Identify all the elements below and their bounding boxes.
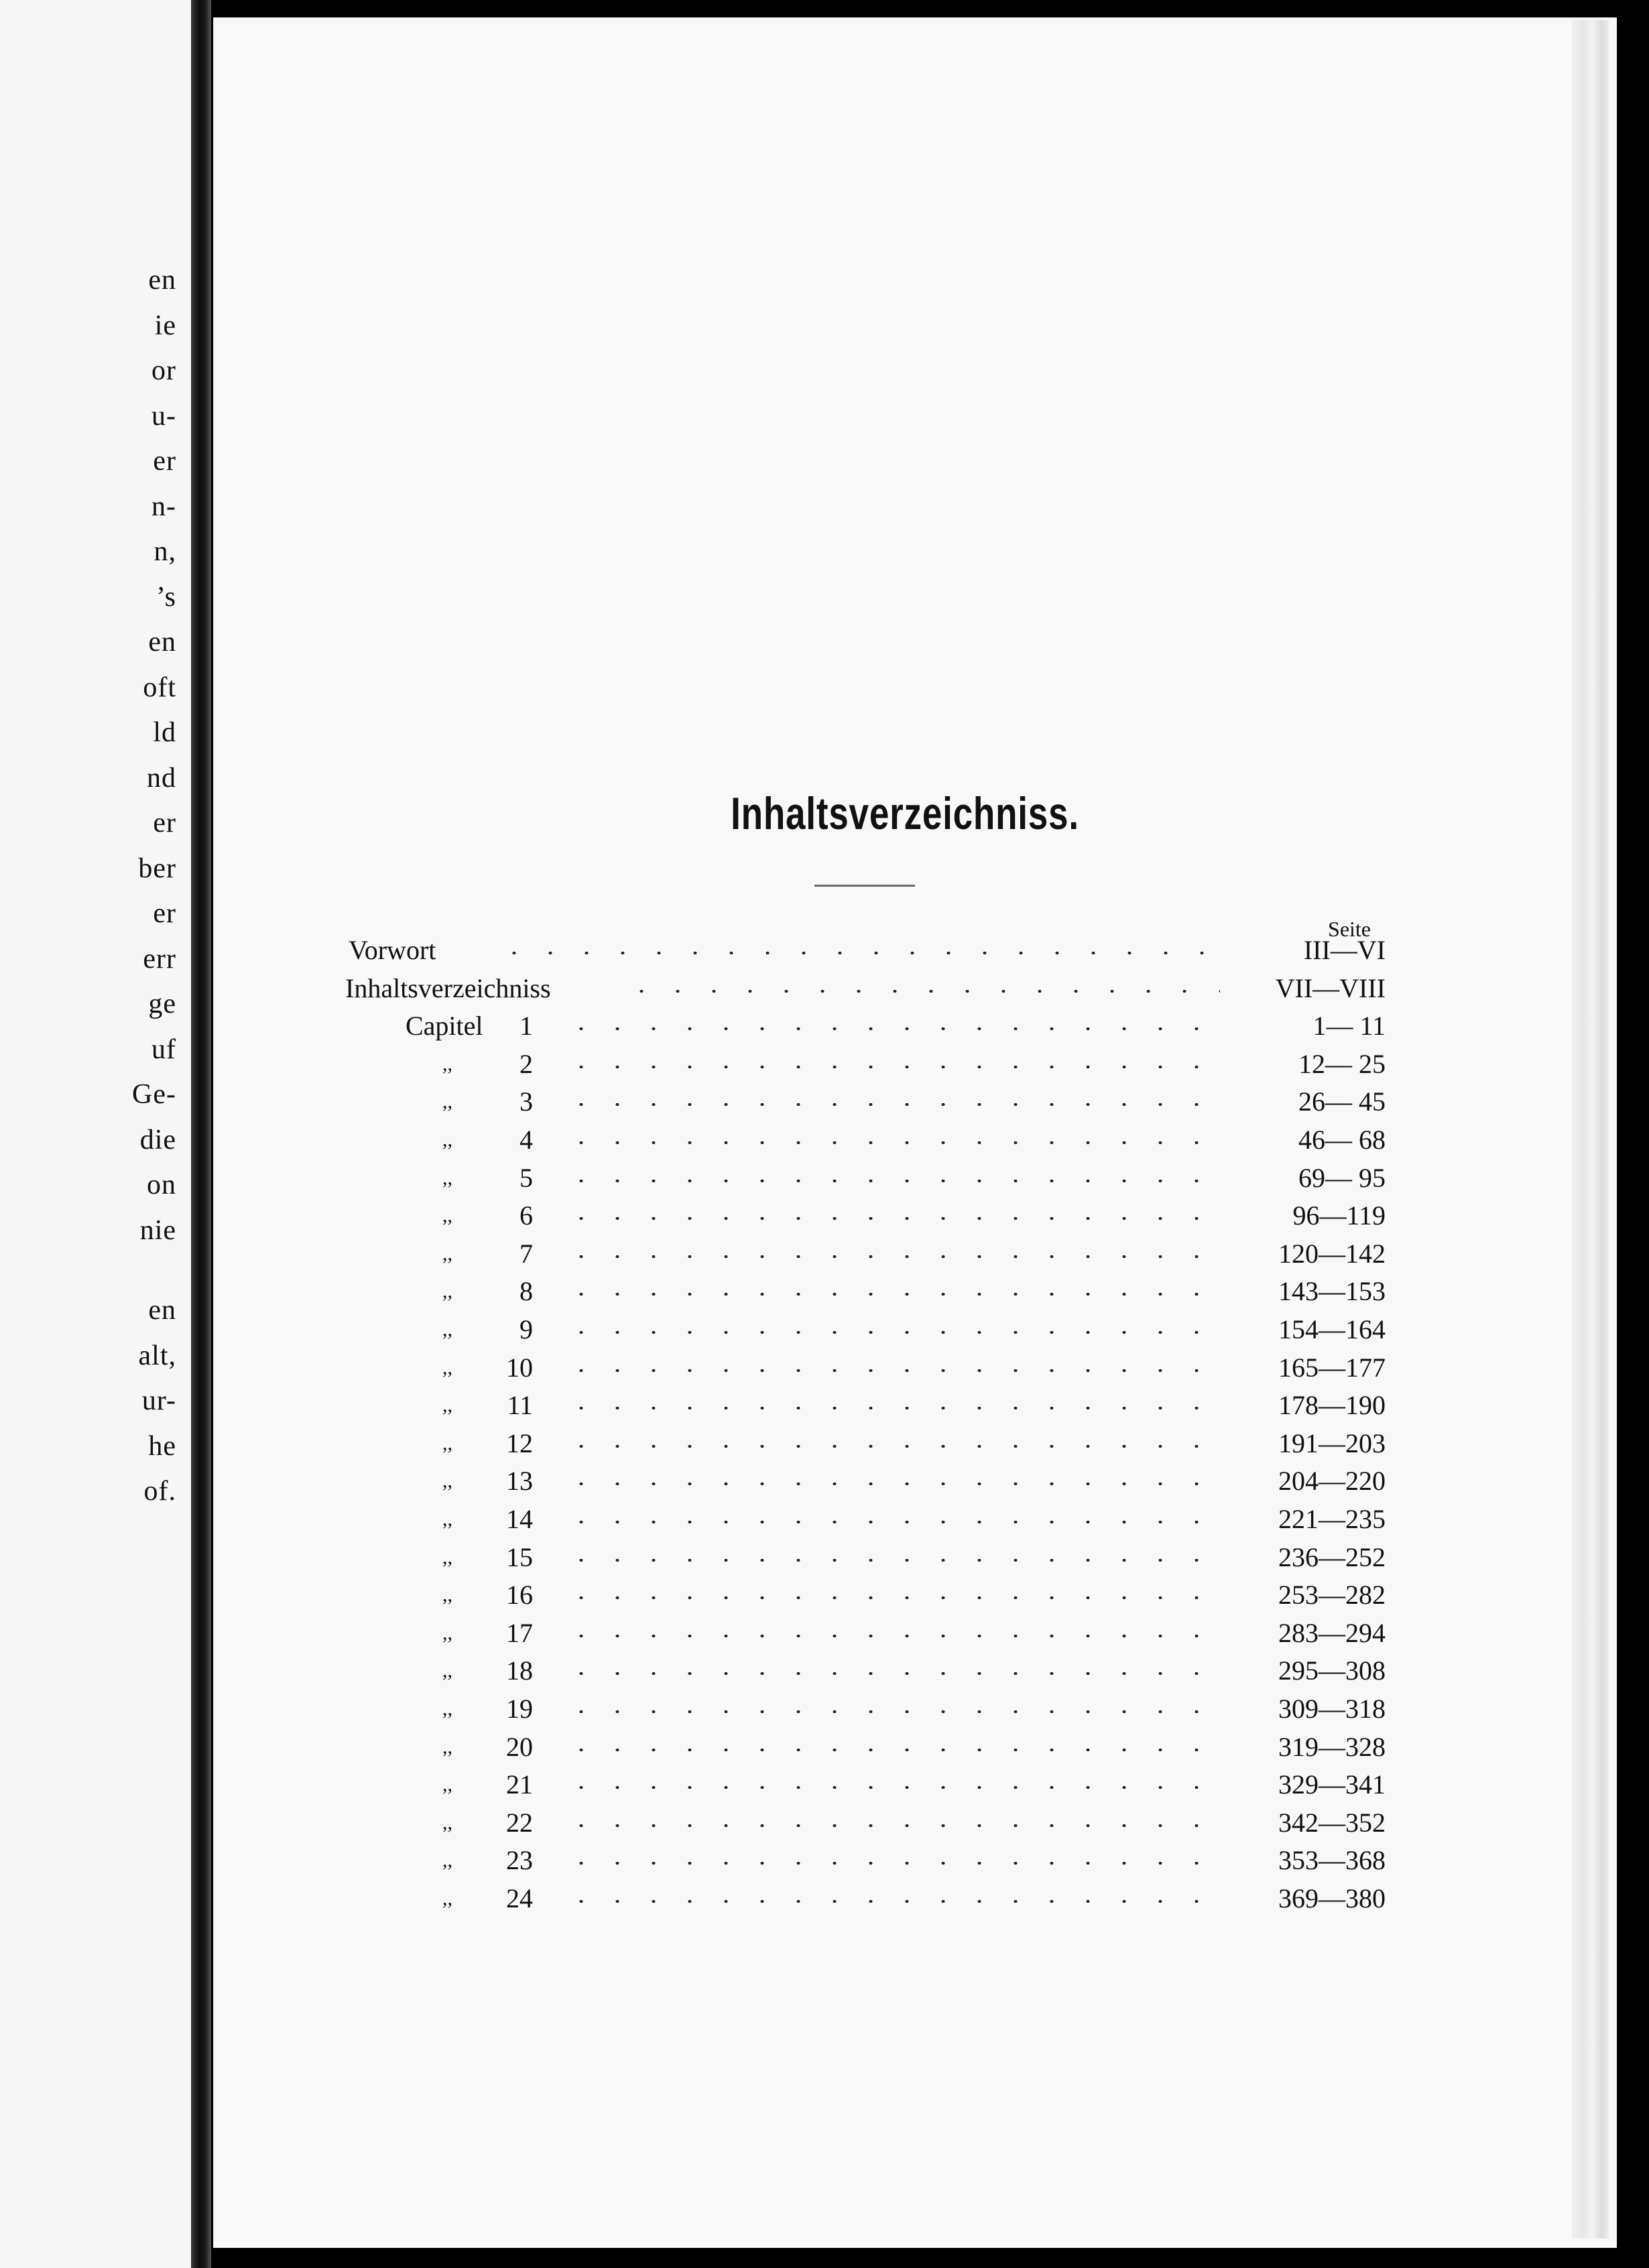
chapter-number: 20 <box>506 1731 533 1762</box>
toc-page-range: 329—341 <box>1278 1769 1386 1800</box>
facing-page-line: or <box>151 355 176 386</box>
facing-page-line: ge <box>148 989 176 1019</box>
dot-leader <box>623 990 1220 993</box>
ditto-mark: ,, <box>442 1280 452 1303</box>
chapter-number: 3 <box>520 1086 533 1117</box>
toc-page-range: VII—VIII <box>1275 972 1386 1003</box>
ditto-mark: ,, <box>442 1242 452 1265</box>
dot-leader <box>563 1749 1220 1751</box>
ditto-mark: ,, <box>442 1318 452 1340</box>
chapter-number: 17 <box>506 1617 533 1648</box>
dot-leader <box>563 1103 1220 1106</box>
toc-entry <box>0 1690 1649 1728</box>
chapter-number: 18 <box>506 1655 533 1686</box>
facing-page-line: ie <box>154 310 176 341</box>
facing-page-line: er <box>153 808 176 838</box>
toc-page-range: 253—282 <box>1278 1580 1386 1611</box>
toc-entry <box>0 1425 1649 1462</box>
ditto-mark: ,, <box>442 1698 452 1720</box>
facing-page-line: er <box>153 446 176 477</box>
chapter-number: 23 <box>506 1845 533 1876</box>
chapter-word: Capitel <box>406 1011 483 1042</box>
ditto-mark: ,, <box>442 1204 452 1227</box>
chapter-number: 7 <box>520 1238 533 1269</box>
chapter-number: 1 <box>520 1011 533 1042</box>
ditto-mark: ,, <box>442 1546 452 1568</box>
ditto-mark: ,, <box>442 1811 452 1834</box>
toc-page-range: 1— 11 <box>1312 1011 1386 1042</box>
dot-leader <box>563 1027 1220 1030</box>
dot-leader <box>563 1672 1220 1675</box>
toc-page-range: III—VI <box>1303 935 1386 965</box>
toc-entry <box>0 932 1649 969</box>
ditto-mark: ,, <box>442 1432 452 1454</box>
facing-page-line: ber <box>138 853 176 884</box>
dot-leader <box>563 1824 1220 1827</box>
chapter-number: 4 <box>520 1125 533 1155</box>
dot-leader <box>563 1786 1220 1789</box>
ditto-mark: ,, <box>442 1052 452 1075</box>
dot-leader <box>563 1635 1220 1637</box>
facing-page-line: alt, <box>138 1340 176 1371</box>
toc-entry <box>0 1197 1649 1235</box>
facing-page-line: ld <box>153 717 176 748</box>
chapter-number: 8 <box>520 1276 533 1307</box>
facing-page-line: ur- <box>141 1385 176 1416</box>
chapter-number: 2 <box>520 1048 533 1079</box>
toc-entry <box>0 1007 1649 1045</box>
page-column-label: Seite <box>1328 917 1371 941</box>
toc-entry <box>0 1842 1649 1879</box>
toc-page-range: 204—220 <box>1278 1466 1386 1497</box>
facing-page-line: en <box>148 1295 176 1326</box>
chapter-number: 15 <box>506 1541 533 1572</box>
chapter-number: 5 <box>520 1162 533 1193</box>
ditto-mark: ,, <box>442 1887 452 1909</box>
ditto-mark: ,, <box>442 1508 452 1530</box>
toc-page-range: 120—142 <box>1278 1238 1386 1269</box>
dot-leader <box>563 1066 1220 1068</box>
dot-leader <box>563 1293 1220 1296</box>
ditto-mark: ,, <box>442 1584 452 1606</box>
chapter-number: 11 <box>507 1390 533 1421</box>
chapter-number: 14 <box>506 1504 533 1534</box>
chapter-number: 21 <box>506 1769 533 1800</box>
facing-page-line: en <box>148 627 176 657</box>
toc-page-range: 221—235 <box>1278 1504 1386 1534</box>
dot-leader <box>563 1217 1220 1220</box>
toc-page-range: 342—352 <box>1278 1807 1386 1838</box>
toc-entry <box>0 1880 1649 1917</box>
dot-leader <box>563 1369 1220 1372</box>
facing-page-line: ’s <box>156 581 176 613</box>
dot-leader <box>563 1255 1220 1258</box>
dot-leader <box>563 1483 1220 1485</box>
facing-page-line: en <box>148 265 176 296</box>
chapter-number: 16 <box>506 1580 533 1611</box>
toc-page-range: 12— 25 <box>1298 1048 1386 1079</box>
facing-page-line: oft <box>143 672 176 703</box>
toc-entry <box>0 1615 1649 1652</box>
toc-entry <box>0 1083 1649 1121</box>
ditto-mark: ,, <box>442 1773 452 1796</box>
toc-entry <box>0 1349 1649 1387</box>
ditto-mark: ,, <box>442 1470 452 1493</box>
chapter-number: 19 <box>506 1694 533 1724</box>
ditto-mark: ,, <box>442 1090 452 1113</box>
chapter-number: 6 <box>520 1200 533 1231</box>
toc-entry <box>0 1652 1649 1690</box>
toc-entry <box>0 1576 1649 1614</box>
ditto-mark: ,, <box>442 1356 452 1379</box>
dot-leader <box>563 1331 1220 1334</box>
facing-page-line: uf <box>151 1033 176 1065</box>
dot-leader <box>563 1596 1220 1599</box>
chapter-number: 12 <box>506 1428 533 1458</box>
toc-entry <box>0 1311 1649 1348</box>
chapter-number: 13 <box>506 1466 533 1497</box>
toc-entry <box>0 1235 1649 1273</box>
facing-page-line: n- <box>151 491 176 522</box>
toc-page-range: 178—190 <box>1278 1390 1386 1421</box>
ditto-mark: ,, <box>442 1849 452 1872</box>
ditto-mark: ,, <box>442 1129 452 1151</box>
toc-entry <box>0 970 1649 1007</box>
toc-page-range: 191—203 <box>1278 1428 1386 1458</box>
facing-page-line: err <box>143 943 176 974</box>
toc-entry <box>0 1539 1649 1576</box>
toc-page-range: 236—252 <box>1278 1541 1386 1572</box>
toc-page-range: 69— 95 <box>1298 1162 1386 1193</box>
chapter-number: 9 <box>520 1314 533 1344</box>
ditto-mark: ,, <box>442 1621 452 1644</box>
toc-page-range: 143—153 <box>1278 1276 1386 1307</box>
toc-title: Inhaltsverzeichniss. <box>731 788 1079 839</box>
facing-page-line: u- <box>151 400 176 432</box>
facing-page-line: nd <box>147 762 176 794</box>
facing-page-line: n, <box>154 536 176 567</box>
facing-page-line: of. <box>143 1476 176 1507</box>
ditto-mark: ,, <box>442 1735 452 1758</box>
dot-leader <box>496 952 1220 954</box>
dot-leader <box>563 1900 1220 1903</box>
toc-page-range: 353—368 <box>1278 1845 1386 1876</box>
toc-entry <box>0 1804 1649 1842</box>
dot-leader <box>563 1559 1220 1562</box>
facing-page-line: on <box>147 1170 176 1200</box>
facing-page-line: er <box>153 898 176 929</box>
toc-page-range: 309—318 <box>1278 1694 1386 1724</box>
dot-leader <box>563 1862 1220 1865</box>
toc-page-range: 295—308 <box>1278 1655 1386 1686</box>
dot-leader <box>563 1445 1220 1448</box>
dot-leader <box>563 1710 1220 1713</box>
toc-entry <box>0 1501 1649 1538</box>
toc-page-range: 369—380 <box>1278 1883 1386 1913</box>
toc-entry <box>0 1766 1649 1804</box>
toc-entry <box>0 1121 1649 1159</box>
toc-entry <box>0 1046 1649 1083</box>
facing-page-line: he <box>148 1430 176 1462</box>
toc-entry-label: Vorwort <box>349 935 436 965</box>
toc-entry <box>0 1159 1649 1197</box>
dot-leader <box>563 1521 1220 1523</box>
dot-leader <box>563 1141 1220 1144</box>
dot-leader <box>563 1407 1220 1409</box>
ditto-mark: ,, <box>442 1166 452 1189</box>
facing-page-line: nie <box>139 1214 176 1246</box>
facing-page-line: die <box>139 1124 176 1155</box>
chapter-number: 24 <box>506 1883 533 1913</box>
toc-entry <box>0 1728 1649 1766</box>
facing-page-line: Ge- <box>132 1079 176 1110</box>
ditto-mark: ,, <box>442 1394 452 1417</box>
toc-page-range: 96—119 <box>1292 1200 1386 1231</box>
toc-entry <box>0 1462 1649 1500</box>
dot-leader <box>563 1180 1220 1182</box>
toc-entry <box>0 1387 1649 1424</box>
toc-page-range: 283—294 <box>1278 1617 1386 1648</box>
toc-page-range: 319—328 <box>1278 1731 1386 1762</box>
toc-page-range: 154—164 <box>1278 1314 1386 1344</box>
toc-page-range: 26— 45 <box>1298 1086 1386 1117</box>
toc-page-range: 165—177 <box>1278 1352 1386 1383</box>
toc-entry-label: Inhaltsverzeichniss <box>345 972 551 1003</box>
toc-entry <box>0 1273 1649 1310</box>
toc-page-range: 46— 68 <box>1298 1125 1386 1155</box>
chapter-number: 10 <box>506 1352 533 1383</box>
ditto-mark: ,, <box>442 1659 452 1682</box>
chapter-number: 22 <box>506 1807 533 1838</box>
